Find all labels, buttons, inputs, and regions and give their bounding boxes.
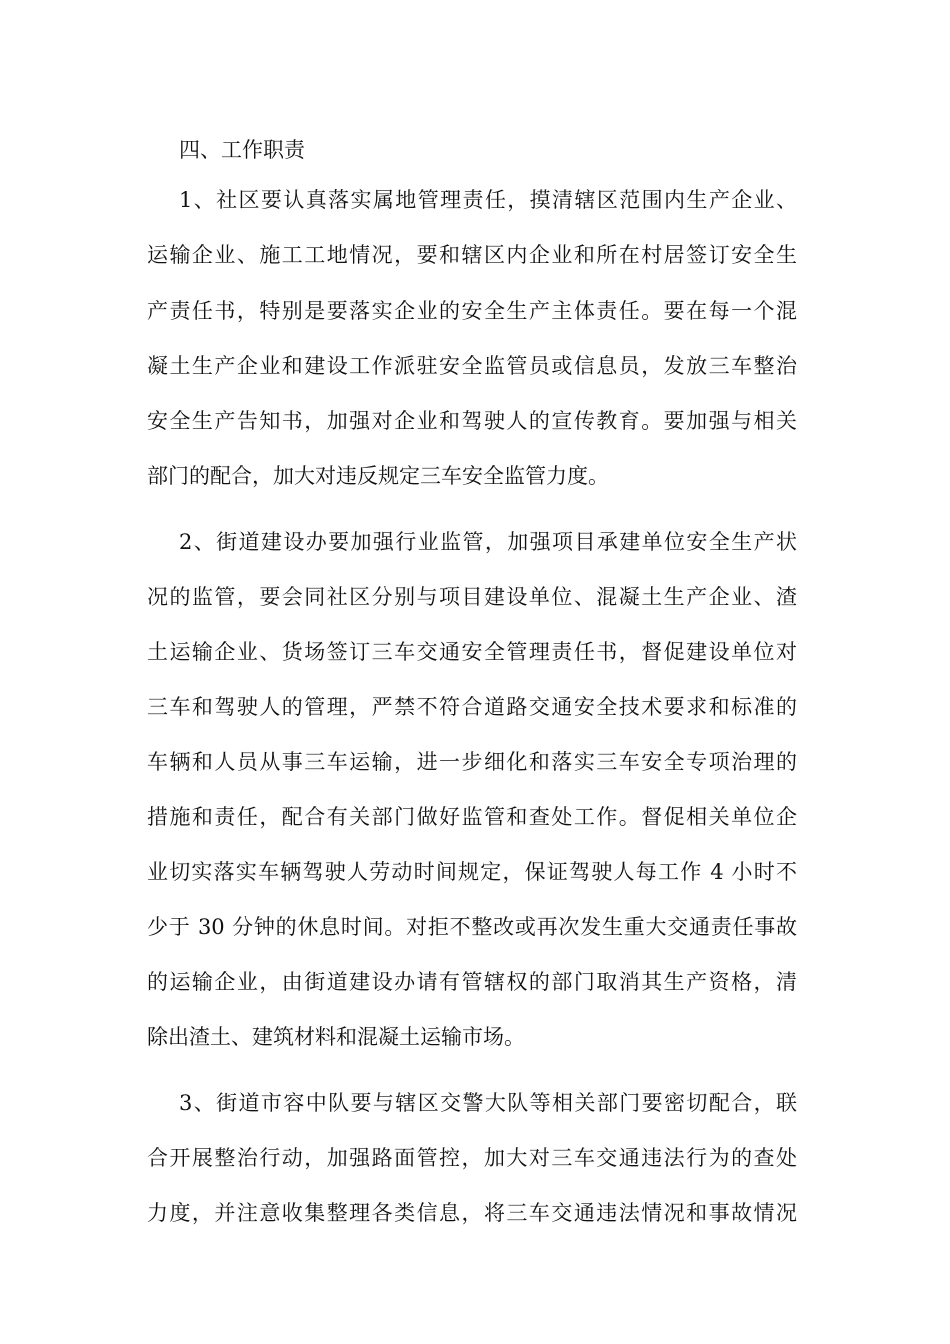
paragraph-1-line-3: 产责任书，特别是要落实企业的安全生产主体责任。要在每一个混 bbox=[147, 299, 797, 323]
paragraph-2-line-3: 土运输企业、货场签订三车交通安全管理责任书，督促建设单位对 bbox=[147, 640, 797, 664]
section-heading: 四、工作职责 bbox=[179, 138, 305, 162]
paragraph-2-line-2: 况的监管，要会同社区分别与项目建设单位、混凝土生产企业、渣 bbox=[147, 585, 797, 609]
paragraph-3-line-3: 力度，并注意收集整理各类信息，将三车交通违法情况和事故情况 bbox=[147, 1201, 797, 1225]
paragraph-1-line-2: 运输企业、施工工地情况，要和辖区内企业和所在村居签订安全生 bbox=[147, 243, 797, 267]
paragraph-2-line-9: 的运输企业，由街道建设办请有管辖权的部门取消其生产资格，清 bbox=[147, 970, 797, 994]
paragraph-2-line-8: 少于 30 分钟的休息时间。对拒不整改或再次发生重大交通责任事故 bbox=[147, 915, 797, 939]
paragraph-2-line-7: 业切实落实车辆驾驶人劳动时间规定，保证驾驶人每工作 4 小时不 bbox=[147, 860, 797, 884]
paragraph-3-line-1: 3、街道市容中队要与辖区交警大队等相关部门要密切配合，联 bbox=[179, 1091, 797, 1115]
paragraph-1-line-5: 安全生产告知书，加强对企业和驾驶人的宣传教育。要加强与相关 bbox=[147, 409, 797, 433]
paragraph-1-line-6: 部门的配合，加大对违反规定三车安全监管力度。 bbox=[147, 464, 609, 488]
paragraph-2-line-6: 措施和责任，配合有关部门做好监管和查处工作。督促相关单位企 bbox=[147, 805, 797, 829]
paragraph-3-line-2: 合开展整治行动，加强路面管控，加大对三车交通违法行为的查处 bbox=[147, 1146, 797, 1170]
paragraph-2-line-4: 三车和驾驶人的管理，严禁不符合道路交通安全技术要求和标准的 bbox=[147, 695, 797, 719]
paragraph-1-line-1: 1、社区要认真落实属地管理责任，摸清辖区范围内生产企业、 bbox=[179, 188, 797, 212]
paragraph-1-line-4: 凝土生产企业和建设工作派驻安全监管员或信息员，发放三车整治 bbox=[147, 354, 797, 378]
paragraph-2-line-5: 车辆和人员从事三车运输，进一步细化和落实三车安全专项治理的 bbox=[147, 750, 797, 774]
paragraph-2-line-1: 2、街道建设办要加强行业监管，加强项目承建单位安全生产状 bbox=[179, 530, 797, 554]
paragraph-2-line-10: 除出渣土、建筑材料和混凝土运输市场。 bbox=[147, 1025, 525, 1049]
